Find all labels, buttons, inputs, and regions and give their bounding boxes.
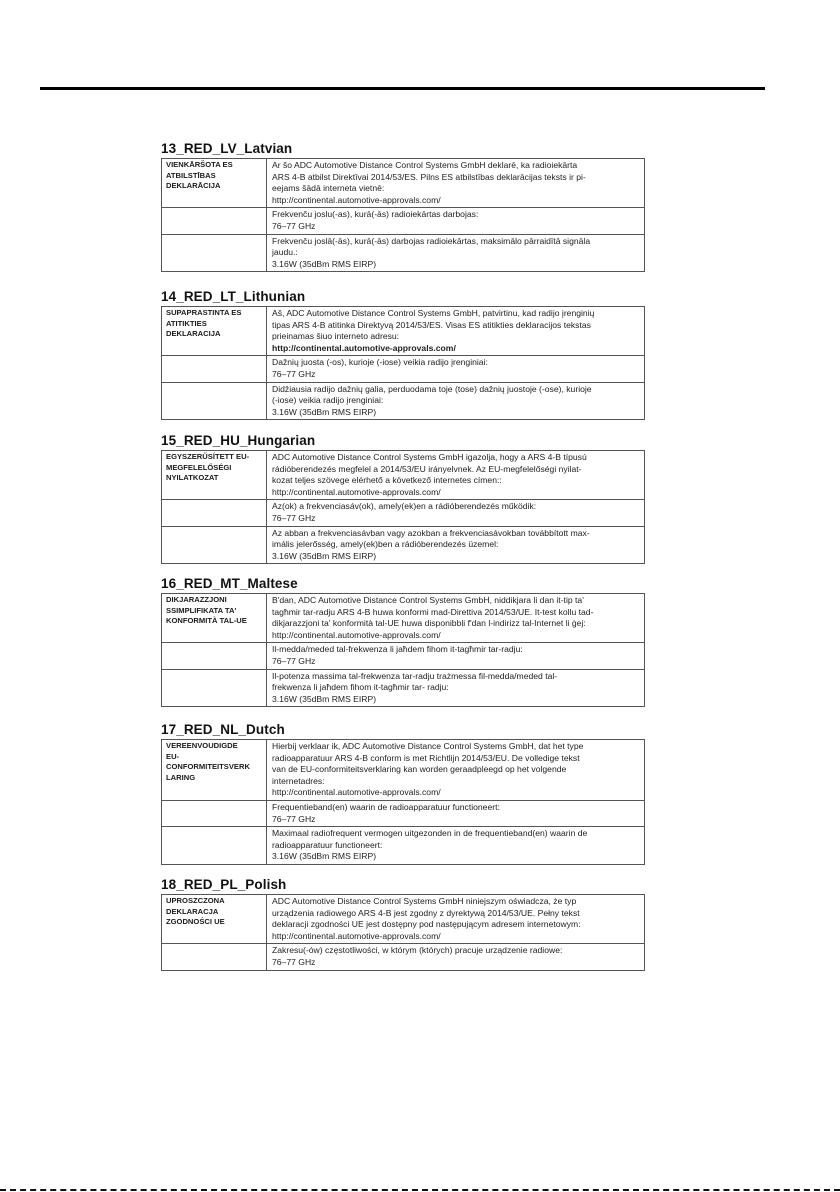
approvals-url: http://continental.automotive-approvals.com/	[272, 486, 441, 497]
declaration-table	[161, 158, 645, 272]
table-row	[162, 356, 645, 382]
declaration-label	[162, 307, 267, 356]
label-line: UPROSZCZONA	[166, 896, 225, 905]
frequency-band-text	[267, 643, 645, 669]
power-value: 3.16W (35dBm RMS EIRP)	[272, 693, 377, 704]
table-row	[162, 500, 645, 526]
approvals-url: http://continental.automotive-approvals.com/	[272, 342, 456, 353]
section-latvian	[161, 141, 645, 272]
table-row	[162, 382, 645, 420]
declaration-table	[161, 450, 645, 564]
declaration-table	[161, 306, 645, 420]
text-line: Ar šo ADC Automotive Distance Control Systems GmbH deklarē, ka radioiekārta	[272, 160, 578, 170]
declaration-text	[267, 451, 645, 500]
table-row	[162, 307, 645, 356]
label-line: CONFORMITEITSVERK	[166, 762, 250, 772]
declaration-table	[161, 894, 645, 971]
section-title: 16_RED_MT_Maltese	[161, 576, 298, 591]
text-line: jaudu.:	[272, 247, 298, 258]
label-line: EGYSZERŰSÍTETT EU-	[166, 452, 250, 461]
empty-label-cell	[162, 800, 267, 826]
declaration-text	[267, 307, 645, 356]
frequency-band-text	[267, 500, 645, 526]
table-row	[162, 594, 645, 643]
label-line: DIKJARAZZJONI	[166, 595, 227, 604]
text-line: Az abban a frekvenciasávban vagy azokban a frekvenciasávokban továbbított max-	[272, 527, 590, 538]
text-line: tagħmir tar-radju ARS 4-B huwa konformi mad-Direttiva 2014/53/UE. It-test kollu tad-	[272, 606, 594, 617]
text-line: Frekvenču joslā(-ās), kurā(-ās) darbojas radioiekārtas, maksimālo pārraidītā signāla	[272, 235, 591, 246]
frequency-value: 76–77 GHz	[272, 512, 316, 523]
declaration-text	[267, 895, 645, 944]
table-row	[162, 526, 645, 564]
declaration-label	[162, 740, 267, 801]
text-line: tipas ARS 4-B atitinka Direktyvą 2014/53/ES. Visas ES atitikties deklaracijos tekstas	[272, 319, 591, 330]
text-line: dikjarazzjoni ta' konformità tal-UE huwa disponibbli f'dan l-indirizz tal-Internet li ġej:	[272, 618, 586, 629]
declaration-text	[267, 159, 645, 208]
label-line: EU-	[166, 751, 180, 761]
table-row	[162, 944, 645, 970]
max-power-text	[267, 827, 645, 865]
label-line: ATITIKTIES	[166, 318, 207, 328]
max-power-text	[267, 234, 645, 272]
frequency-band-text	[267, 208, 645, 234]
power-value: 3.16W (35dBm RMS EIRP)	[272, 550, 377, 561]
text-line: internetadres:	[272, 775, 325, 786]
text-line: eejams šādā interneta vietnē:	[272, 183, 385, 194]
table-row	[162, 800, 645, 826]
declaration-label	[162, 159, 267, 208]
frequency-value: 76–77 GHz	[272, 220, 316, 231]
text-line: Il-potenza massima tal-frekwenza tar-radju trażmessa fil-medda/meded tal-	[272, 670, 558, 681]
max-power-text	[267, 382, 645, 420]
empty-label-cell	[162, 643, 267, 669]
declaration-table	[161, 593, 645, 707]
table-row	[162, 208, 645, 234]
label-line: VIENKĀRŠOTA ES	[166, 160, 233, 169]
text-line: imális jelerősség, amely(ek)ben a rádióberendezés üzemel:	[272, 539, 499, 550]
text-line: prieinamas šiuo interneto adresu:	[272, 331, 400, 342]
text-line: van de EU-conformiteitsverklaring kan worden geraadpleegd op het volgende	[272, 764, 567, 775]
label-line: DEKLARĀCIJA	[166, 181, 221, 191]
power-value: 3.16W (35dBm RMS EIRP)	[272, 258, 377, 269]
label-line: KONFORMITÀ TAL-UE	[166, 616, 247, 626]
label-line: ATBILSTĪBAS	[166, 170, 216, 180]
section-polish	[161, 877, 645, 971]
empty-label-cell	[162, 526, 267, 564]
table-row	[162, 643, 645, 669]
text-line: ARS 4-B atbilst Direktīvai 2014/53/ES. Pilns ES atbilstības deklarācijas teksts ir pi-	[272, 171, 586, 182]
empty-label-cell	[162, 382, 267, 420]
declaration-text	[267, 740, 645, 801]
table-row	[162, 895, 645, 944]
header-rule	[40, 87, 765, 90]
label-line: SUPAPRASTINTA ES	[166, 308, 242, 317]
label-line: DEKLARACIJA	[166, 329, 221, 339]
page-edge-rule	[0, 1189, 840, 1191]
text-line: Didžiausia radijo dažnių galia, perduodama toje (tose) dažnių juostoje (-ose), kurioje	[272, 383, 592, 394]
empty-label-cell	[162, 500, 267, 526]
approvals-url: http://continental.automotive-approvals.com/	[272, 787, 441, 798]
frequency-value: 76–77 GHz	[272, 813, 316, 824]
text-line: radioapparatuur ARS 4-B conform is met Richtlijn 2014/53/EU. De volledige tekst	[272, 752, 580, 763]
declaration-label	[162, 451, 267, 500]
text-line: radioapparatuur functioneert:	[272, 839, 383, 850]
table-row	[162, 827, 645, 865]
section-title: 14_RED_LT_Lithunian	[161, 289, 306, 304]
declaration-table	[161, 739, 645, 865]
table-row	[162, 159, 645, 208]
empty-label-cell	[162, 827, 267, 865]
frequency-value: 76–77 GHz	[272, 368, 316, 379]
section-lithuanian	[161, 289, 645, 420]
frequency-band-text	[267, 356, 645, 382]
text-line: Hierbij verklaar ik, ADC Automotive Distance Control Systems GmbH, dat het type	[272, 741, 584, 751]
section-title: 17_RED_NL_Dutch	[161, 722, 285, 737]
frequency-value: 76–77 GHz	[272, 956, 316, 967]
max-power-text	[267, 669, 645, 707]
section-title: 18_RED_PL_Polish	[161, 877, 287, 892]
text-line: Aš, ADC Automotive Distance Control Systems GmbH, patvirtinu, kad radijo įrenginių	[272, 308, 595, 318]
text-line: urządzenia radiowego ARS 4-B jest zgodny z dyrektywą 2014/53/UE. Pełny tekst	[272, 907, 580, 918]
text-line: deklaracji zgodności UE jest dostępny pod następującym adresem internetowym:	[272, 919, 581, 930]
table-row	[162, 669, 645, 707]
label-line: ZGODNOŚCI UE	[166, 917, 225, 927]
frequency-band-text	[267, 944, 645, 970]
approvals-url: http://continental.automotive-approvals.com/	[272, 194, 441, 205]
empty-label-cell	[162, 944, 267, 970]
section-title: 13_RED_LV_Latvian	[161, 141, 293, 156]
text-line: ADC Automotive Distance Control Systems GmbH niniejszym oświadcza, że typ	[272, 896, 577, 906]
text-line: B'dan, ADC Automotive Distance Control Systems GmbH, niddikjara li dan it-tip ta'	[272, 595, 584, 605]
label-line: VEREENVOUDIGDE	[166, 741, 238, 750]
text-line: ADC Automotive Distance Control Systems GmbH igazolja, hogy a ARS 4-B típusú	[272, 452, 587, 462]
section-title: 15_RED_HU_Hungarian	[161, 433, 316, 448]
declaration-text	[267, 594, 645, 643]
text-line: (-iose) veikia radijo įrenginiai:	[272, 395, 384, 406]
declaration-label	[162, 895, 267, 944]
table-row	[162, 234, 645, 272]
section-hungarian	[161, 433, 645, 564]
label-line: SSIMPLIFIKATA TA'	[166, 605, 237, 615]
approvals-url: http://continental.automotive-approvals.com/	[272, 629, 441, 640]
label-line: MEGFELELŐSÉGI	[166, 462, 232, 472]
table-row	[162, 740, 645, 801]
approvals-url: http://continental.automotive-approvals.com/	[272, 930, 441, 941]
text-line: Frekvenču joslu(-as), kurā(-ās) radioiekārtas darbojas:	[272, 209, 479, 220]
text-line: kozat teljes szövege elérhető a következő internetes címen::	[272, 475, 502, 486]
text-line: Il-medda/meded tal-frekwenza li jaħdem fihom it-tagħmir tar-radju:	[272, 644, 523, 655]
label-line: NYILATKOZAT	[166, 473, 219, 483]
text-line: Zakresu(-ów) częstotliwości, w którym (których) pracuje urządzenie radiowe:	[272, 945, 563, 956]
text-line: Dažnių juosta (-os), kurioje (-iose) veikia radijo įrenginiai:	[272, 357, 488, 368]
power-value: 3.16W (35dBm RMS EIRP)	[272, 406, 377, 417]
empty-label-cell	[162, 234, 267, 272]
text-line: frekwenza li jaħdem fihom it-tagħmir tar- radju:	[272, 682, 449, 693]
section-maltese	[161, 576, 645, 707]
text-line: Maximaal radiofrequent vermogen uitgezonden in de frequentieband(en) waarin de	[272, 828, 588, 839]
label-line: DEKLARACJA	[166, 906, 219, 916]
power-value: 3.16W (35dBm RMS EIRP)	[272, 851, 377, 862]
text-line: Az(ok) a frekvenciasáv(ok), amely(ek)en a rádióberendezés működik:	[272, 501, 537, 512]
text-line: Frequentieband(en) waarin de radioapparatuur functioneert:	[272, 801, 500, 812]
empty-label-cell	[162, 669, 267, 707]
section-dutch	[161, 722, 645, 865]
frequency-value: 76–77 GHz	[272, 655, 316, 666]
label-line: LARING	[166, 772, 196, 782]
max-power-text	[267, 526, 645, 564]
empty-label-cell	[162, 356, 267, 382]
empty-label-cell	[162, 208, 267, 234]
frequency-band-text	[267, 800, 645, 826]
table-row	[162, 451, 645, 500]
text-line: rádióberendezés megfelel a 2014/53/EU irányelvnek. Az EU-megfelelőségi nyilat-	[272, 463, 582, 474]
declaration-label	[162, 594, 267, 643]
